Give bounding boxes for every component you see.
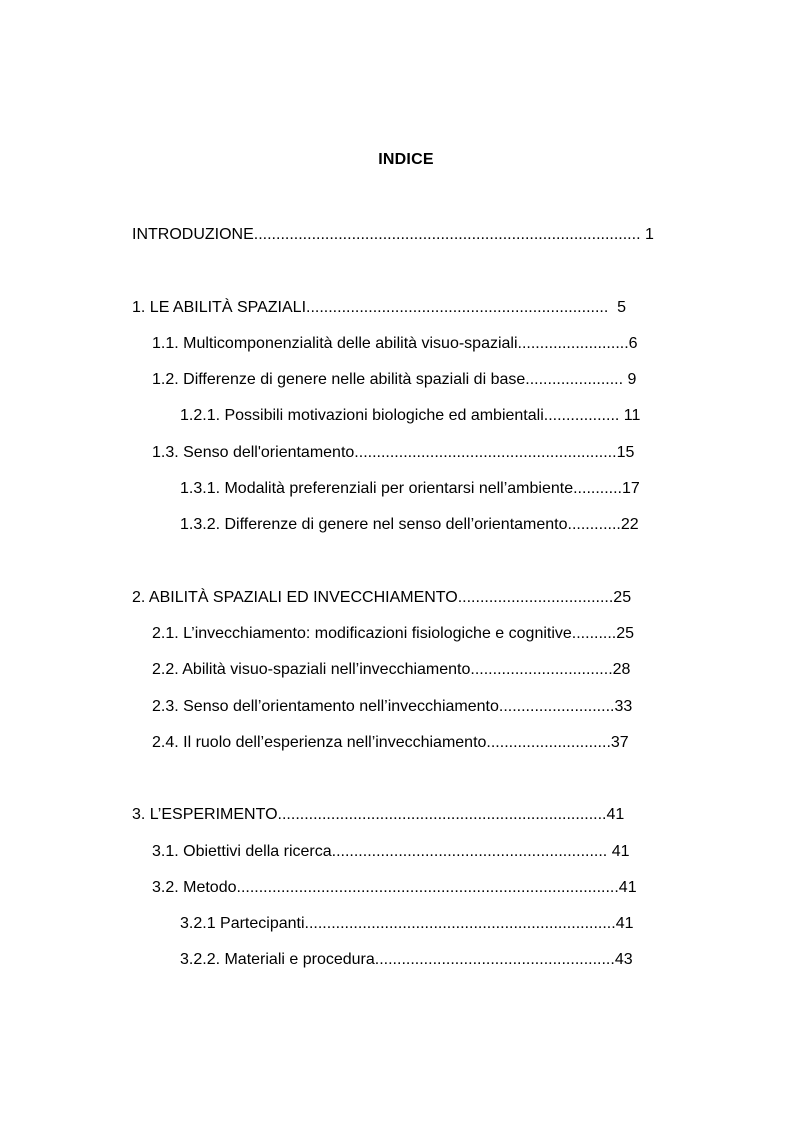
page-title: INDICE	[378, 151, 434, 168]
toc-entry-2-1[interactable]: 2.1. L’invecchiamento: modificazioni fisiologiche e cognitive..........25	[152, 625, 635, 642]
toc-entry-3-2-1[interactable]: 3.2.1 Partecipanti......................................................................41	[180, 915, 634, 932]
toc-entry-chapter-2[interactable]: 2. ABILITÀ SPAZIALI ED INVECCHIAMENTO...................................25	[132, 589, 632, 606]
toc-entry-1-2-1[interactable]: 1.2.1. Possibili motivazioni biologiche ed ambientali................. 11	[180, 407, 641, 424]
toc-entry-3-2-2[interactable]: 3.2.2. Materiali e procedura......................................................43	[180, 951, 633, 968]
toc-entry-3-1[interactable]: 3.1. Obiettivi della ricerca.............................................................. 41	[152, 843, 630, 860]
toc-entry-1-1[interactable]: 1.1. Multicomponenzialità delle abilità visuo-spaziali.........................6	[152, 335, 638, 352]
toc-entry-1-2[interactable]: 1.2. Differenze di genere nelle abilità spaziali di base...................... 9	[152, 371, 637, 388]
toc-entry-chapter-3[interactable]: 3. L’ESPERIMENTO..........................................................................41	[132, 806, 625, 823]
toc-entry-introduzione[interactable]: INTRODUZIONE....................................................................................... 1	[132, 226, 654, 243]
toc-entry-1-3-2[interactable]: 1.3.2. Differenze di genere nel senso dell’orientamento............22	[180, 516, 639, 533]
toc-entry-1-3-1[interactable]: 1.3.1. Modalità preferenziali per orientarsi nell’ambiente...........17	[180, 480, 640, 497]
toc-entry-chapter-1[interactable]: 1. LE ABILITÀ SPAZIALI.................................................................... 5	[132, 299, 627, 316]
toc-entry-2-2[interactable]: 2.2. Abilità visuo-spaziali nell’invecchiamento................................28	[152, 661, 631, 678]
toc-entry-2-3[interactable]: 2.3. Senso dell’orientamento nell’invecchiamento..........................33	[152, 698, 633, 715]
toc-entry-3-2[interactable]: 3.2. Metodo......................................................................................41	[152, 879, 637, 896]
toc-entry-1-3[interactable]: 1.3. Senso dell'orientamento...........................................................15	[152, 444, 635, 461]
toc-entry-2-4[interactable]: 2.4. Il ruolo dell’esperienza nell’invecchiamento............................37	[152, 734, 629, 751]
